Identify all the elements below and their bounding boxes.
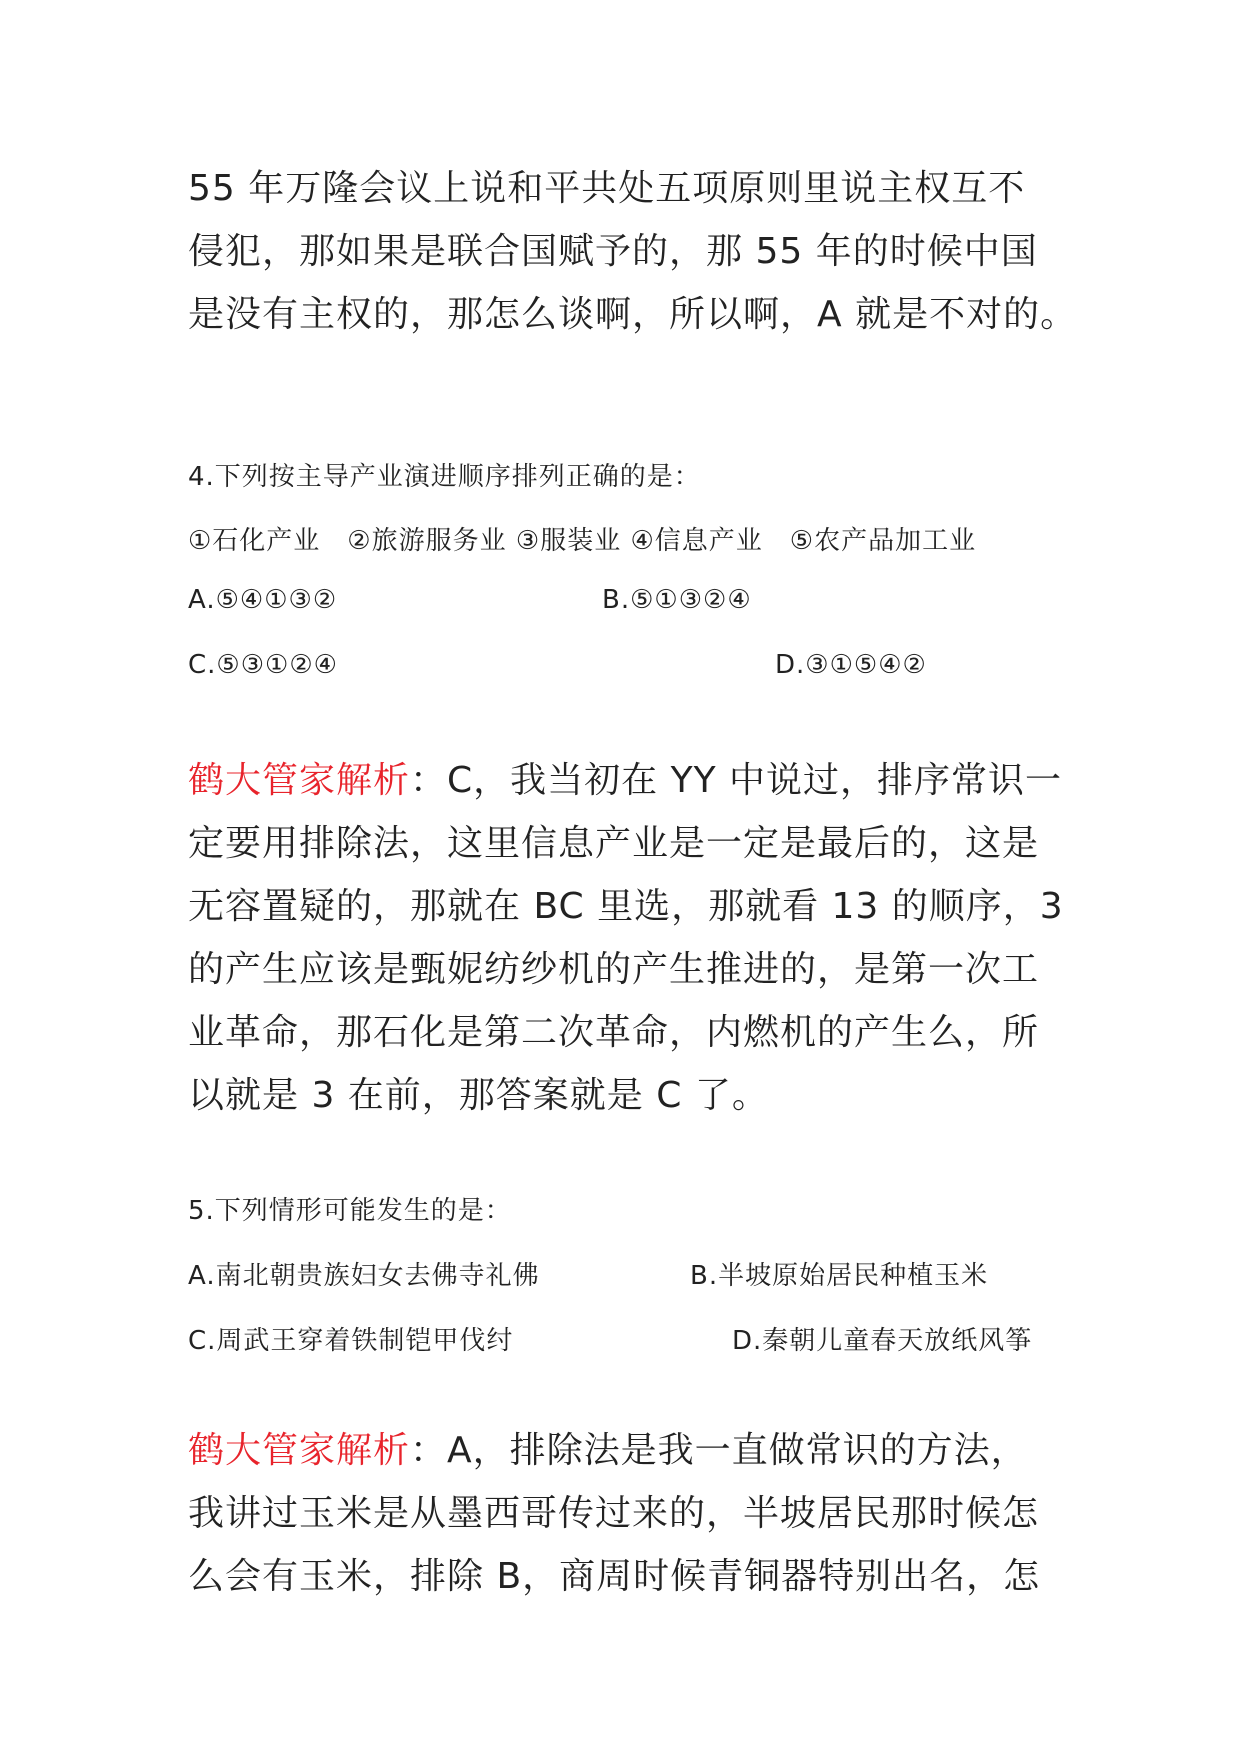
intro-line-3: 是没有主权的，那怎么谈啊，所以啊，A 就是不对的。 [188,294,1078,335]
intro-line-2: 侵犯，那如果是联合国赋予的，那 55 年的时候中国 [188,231,1038,272]
q5-option-c: C.周武王穿着铁制铠甲伐纣 [188,1326,514,1356]
q4-option-b: B.⑤①③②④ [602,585,752,615]
q4-items: ①石化产业 ②旅游服务业 ③服装业 ④信息产业 ⑤农产品加工业 [188,526,977,556]
q5-option-a: A.南北朝贵族妇女去佛寺礼佛 [188,1261,540,1291]
q4-option-c: C.⑤③①②④ [188,650,338,680]
intro-line-1: 55 年万隆会议上说和平共处五项原则里说主权互不 [188,168,1026,209]
analysis4-line-6: 以就是 3 在前，那答案就是 C 了。 [188,1075,769,1116]
analysis5-line-2: 我讲过玉米是从墨西哥传过来的，半坡居民那时候怎 [188,1493,1040,1534]
analysis4-line-5: 业革命，那石化是第二次革命，内燃机的产生么，所 [188,1012,1040,1053]
q5-option-d: D.秦朝儿童春天放纸风筝 [732,1326,1033,1356]
analysis4-label: 鹤大管家解析 [188,760,411,801]
analysis5-label: 鹤大管家解析 [188,1430,411,1471]
analysis4-line-1-text: ：C，我当初在 YY 中说过，排序常识一 [410,760,1063,801]
analysis5-line-3: 么会有玉米，排除 B，商周时候青铜器特别出名，怎 [188,1556,1041,1597]
q4-option-d: D.③①⑤④② [775,650,927,680]
analysis5-line-1-text: ：A，排除法是我一直做常识的方法， [410,1430,1028,1471]
analysis4-line-2: 定要用排除法，这里信息产业是一定是最后的，这是 [188,823,1040,864]
q5-stem: 5.下列情形可能发生的是： [188,1196,512,1226]
analysis4-line-4: 的产生应该是甄妮纺纱机的产生推进的，是第一次工 [188,949,1040,990]
q4-stem: 4.下列按主导产业演进顺序排列正确的是： [188,462,701,492]
analysis4-line-3: 无容置疑的，那就在 BC 里选，那就看 13 的顺序，3 [188,886,1064,927]
analysis5-line-1 [188,1422,1028,1473]
q4-option-a: A.⑤④①③② [188,585,338,615]
q5-option-b: B.半坡原始居民种植玉米 [690,1261,989,1291]
analysis4-line-1 [188,752,1062,803]
